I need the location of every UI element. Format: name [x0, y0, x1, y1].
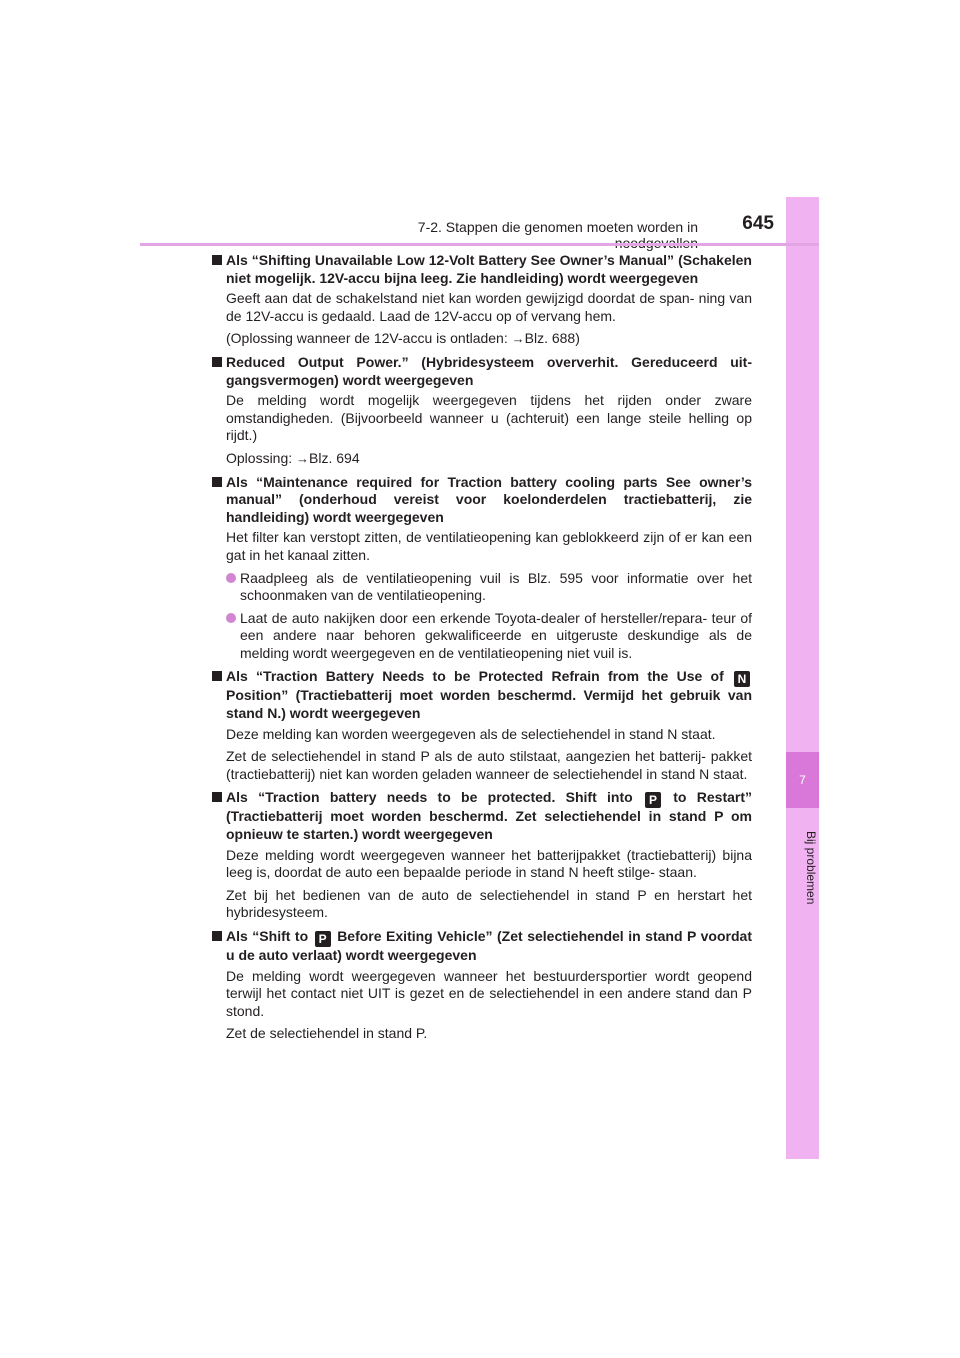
page-number: 645 [742, 213, 774, 234]
gear-p-icon: P [315, 931, 331, 947]
header-divider [140, 243, 819, 246]
section-heading [210, 474, 752, 527]
paragraph: Zet bij het bedienen van de auto de selectiehendel in stand P en herstart het hybridesysteem. [226, 886, 752, 921]
paragraph: Zet de selectiehendel in stand P als de auto stilstaat, aangezien het batterij- pakket (tractiebatterij) niet kan worden geladen wanneer de selectiehendel in stand N staat. [226, 748, 752, 782]
paragraph: Deze melding wordt weergegeven wanneer het batterijpakket (tractiebatterij) bijna leeg is, doordat de auto een bepaalde periode in stand N heeft stilge- staan. [226, 846, 752, 881]
bullet-item [210, 610, 752, 663]
reference-prefix: Oplossing: [226, 449, 297, 466]
paragraph: Zet de selectiehendel in stand P. [226, 1025, 428, 1042]
section-header-title: 7-2. Stappen die genomen moeten worden in [417, 219, 698, 235]
heading-text: Reduced Output Power.” (Hybridesysteem oververhit. Gereduceerd uit- gangsvermogen) wordt weergegeven [226, 353, 752, 388]
square-bullet-icon [212, 477, 222, 487]
round-bullet-icon [226, 613, 236, 623]
square-bullet-icon [212, 255, 222, 265]
square-bullet-icon [212, 792, 222, 802]
paragraph: Geeft aan dat de schakelstand niet kan worden gewijzigd doordat de span- ning van de 12V-accu is gedaald. Laad de 12V-accu op of vervang hem. [226, 290, 752, 324]
chapter-label [788, 818, 818, 918]
paragraph: De melding wordt weergegeven wanneer het bestuurdersportier wordt geopend terwijl het contact niet UIT is gezet en de selectiehendel in een andere stand dan P stond. [226, 967, 752, 1019]
heading-text: Als “Maintenance required for Traction battery cooling parts See owner’s manual” (onderhoud vereist voor koelonderdelen tractiebatterij, zie handleiding) wordt weergegeven [226, 473, 752, 525]
page-reference-link[interactable]: Blz. 688) [524, 330, 580, 347]
square-bullet-icon [212, 931, 222, 941]
reference-prefix: (Oplossing wanneer de 12V-accu is ontladen: [226, 330, 512, 347]
heading-text: Als “Shift to [226, 928, 313, 944]
chapter-label-text: Bij problemen [804, 831, 818, 905]
arrow-icon: → [511, 331, 525, 347]
bullet-text: Laat de auto nakijken door een erkende Toyota-dealer of hersteller/repara- teur of een andere naar behoren gekwalificeerde en uitgeruste deskundige als de melding wordt weergegeven en de ventilatieopening niet vuil is. [240, 609, 752, 661]
heading-text-continued: Position” (Tractiebatterij moet worden beschermd. Vermijd het gebruik van stand N.) wordt weergegeven [226, 687, 752, 722]
arrow-icon: → [296, 450, 310, 466]
heading-text: Als “Traction battery needs to be protected. Shift into [226, 789, 643, 806]
paragraph: De melding wordt mogelijk weergegeven tijdens het rijden onder zware omstandigheden. (Bijvoorbeeld wanneer u (achteruit) een lange steile helling op rijdt.) [226, 392, 752, 444]
round-bullet-icon [226, 573, 236, 583]
paragraph-reference [210, 450, 752, 468]
section-traction-battery-refrain-n [210, 668, 752, 783]
section-heading [210, 354, 752, 389]
heading-text: Als “Traction Battery Needs to be Protected Refrain from the Use of [226, 668, 732, 685]
paragraph-reference [210, 330, 752, 348]
section-traction-battery-shift-p [210, 789, 752, 922]
bullet-item [210, 570, 752, 605]
page-reference-link[interactable]: Blz. 694 [309, 449, 360, 466]
section-maintenance-required [210, 474, 752, 663]
gear-n-icon: N [734, 671, 750, 687]
page-content [210, 252, 752, 1049]
paragraph: Het filter kan verstopt zitten, de ventilatieopening kan geblokkeerd zijn of er kan een gat in het kanaal zitten. [226, 529, 752, 563]
section-heading [210, 668, 752, 722]
heading-text: Als “Shifting Unavailable Low 12-Volt Battery See Owner’s Manual” (Schakelen niet mogelijk. 12V-accu bijna leeg. Zie handleiding) wordt weergegeven [226, 252, 752, 286]
heading-text-continued: Before Exiting Vehicle” (Zet selectiehendel in stand P voordat u de auto verlaat) wordt weergegeven [226, 928, 752, 963]
paragraph: Deze melding kan worden weergegeven als de selectiehendel in stand N staat. [226, 725, 716, 742]
section-reduced-output [210, 354, 752, 468]
section-shifting-unavailable [210, 252, 752, 348]
section-heading [210, 789, 752, 843]
square-bullet-icon [212, 357, 222, 367]
section-shift-before-exiting [210, 928, 752, 1043]
square-bullet-icon [212, 671, 222, 681]
bullet-text: Raadpleeg als de ventilatieopening vuil is Blz. 595 voor informatie over het schoonmaken van de ventilatieopening. [240, 569, 752, 604]
chapter-sidebar [786, 197, 819, 1159]
gear-p-icon: P [645, 792, 661, 808]
section-heading [210, 928, 752, 965]
section-heading [210, 252, 752, 287]
chapter-number-tab[interactable]: 7 [786, 752, 819, 808]
heading-text-continued: to Restart” (Tractiebatterij moet worden beschermd. Zet selectiehendel in stand P om opnieuw te starten.) wordt weergegeven [226, 789, 752, 843]
